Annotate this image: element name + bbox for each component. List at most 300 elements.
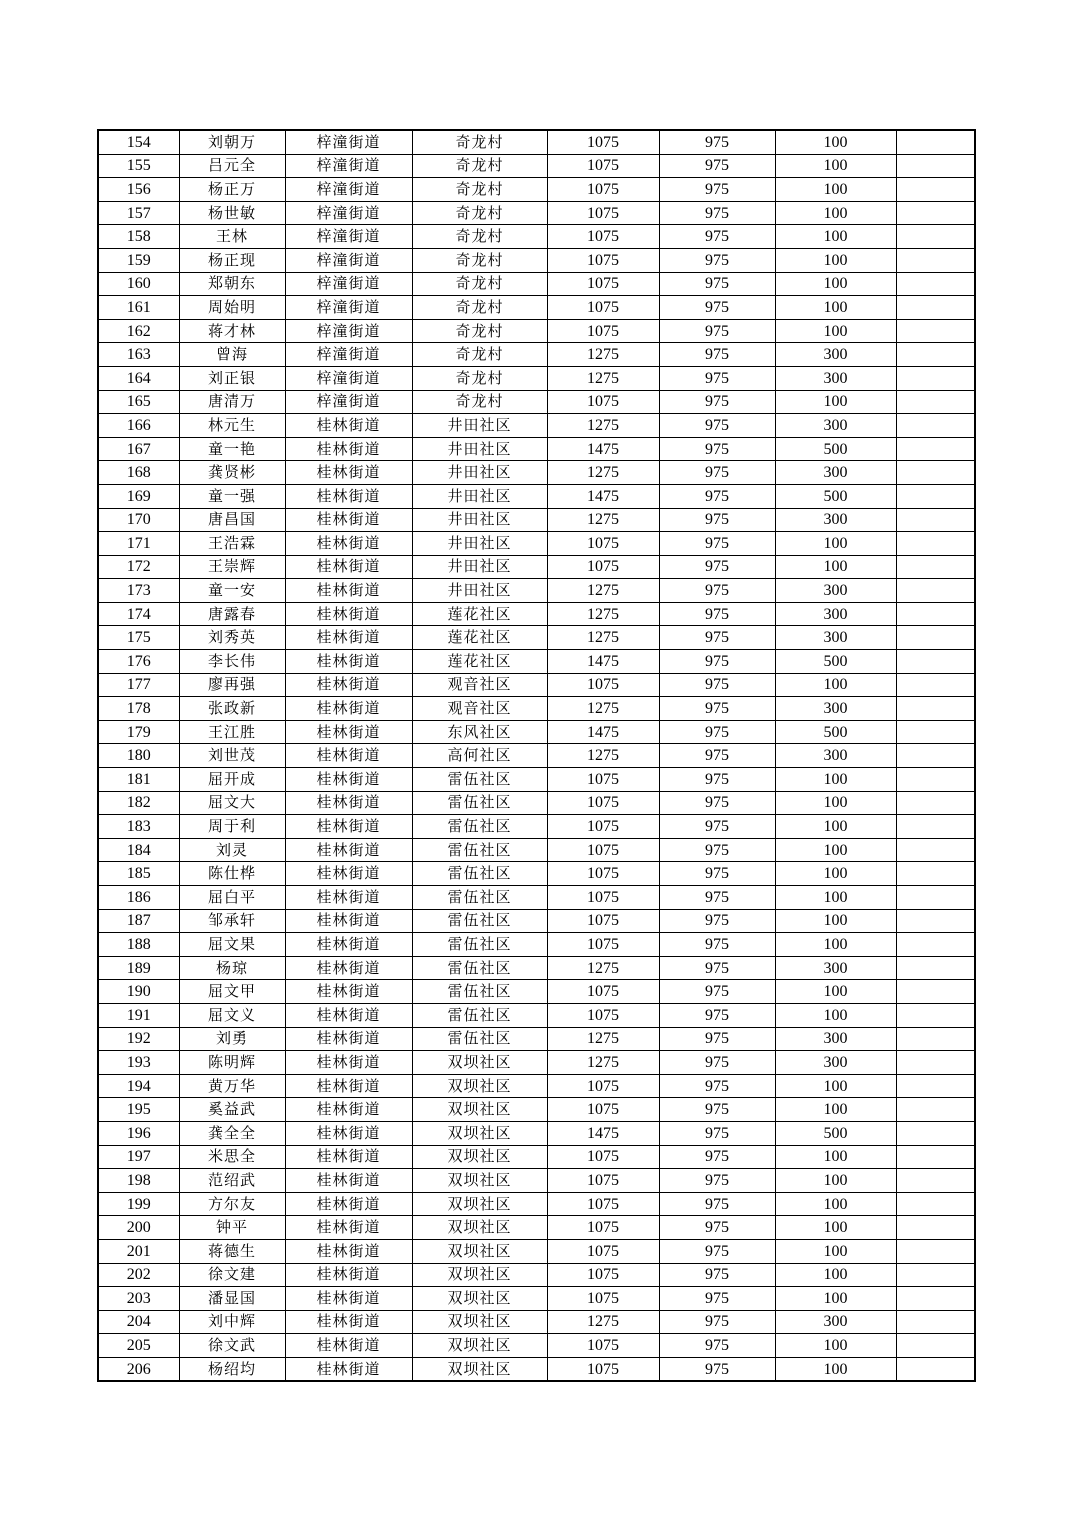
total-cell: 1475: [547, 1121, 659, 1145]
street-cell: 桂林街道: [285, 1145, 412, 1169]
total-cell: 1275: [547, 956, 659, 980]
subsidy-table: [97, 129, 976, 1382]
table-row: [98, 744, 975, 768]
name-cell: 杨正万: [179, 178, 285, 202]
community-cell: 观音社区: [412, 673, 547, 697]
extra-cell: 300: [775, 1027, 896, 1051]
remark-cell: [896, 980, 975, 1004]
total-cell: 1075: [547, 555, 659, 579]
base-cell: 975: [659, 555, 775, 579]
community-cell: 双坝社区: [412, 1098, 547, 1122]
name-cell: 屈开成: [179, 768, 285, 792]
base-cell: 975: [659, 1357, 775, 1381]
extra-cell: 300: [775, 626, 896, 650]
remark-cell: [896, 1334, 975, 1358]
community-cell: 高何社区: [412, 744, 547, 768]
table-row: [98, 130, 975, 154]
community-cell: 莲花社区: [412, 602, 547, 626]
total-cell: 1475: [547, 650, 659, 674]
community-cell: 东风社区: [412, 720, 547, 744]
name-cell: 蒋德生: [179, 1239, 285, 1263]
serial-cell: 186: [98, 886, 179, 910]
community-cell: 雷伍社区: [412, 1003, 547, 1027]
serial-cell: 166: [98, 414, 179, 438]
serial-cell: 204: [98, 1310, 179, 1334]
table-row: [98, 178, 975, 202]
remark-cell: [896, 248, 975, 272]
street-cell: 梓潼街道: [285, 319, 412, 343]
street-cell: 桂林街道: [285, 744, 412, 768]
extra-cell: 100: [775, 1334, 896, 1358]
street-cell: 桂林街道: [285, 815, 412, 839]
remark-cell: [896, 1145, 975, 1169]
total-cell: 1275: [547, 697, 659, 721]
base-cell: 975: [659, 980, 775, 1004]
base-cell: 975: [659, 602, 775, 626]
street-cell: 桂林街道: [285, 650, 412, 674]
serial-cell: 159: [98, 248, 179, 272]
serial-cell: 188: [98, 933, 179, 957]
total-cell: 1075: [547, 154, 659, 178]
serial-cell: 173: [98, 579, 179, 603]
community-cell: 双坝社区: [412, 1051, 547, 1075]
total-cell: 1075: [547, 1003, 659, 1027]
community-cell: 奇龙村: [412, 343, 547, 367]
table-row: [98, 296, 975, 320]
serial-cell: 163: [98, 343, 179, 367]
table-row: [98, 815, 975, 839]
total-cell: 1075: [547, 296, 659, 320]
base-cell: 975: [659, 650, 775, 674]
base-cell: 975: [659, 130, 775, 154]
remark-cell: [896, 1121, 975, 1145]
total-cell: 1075: [547, 130, 659, 154]
street-cell: 桂林街道: [285, 1239, 412, 1263]
total-cell: 1075: [547, 1357, 659, 1381]
serial-cell: 177: [98, 673, 179, 697]
community-cell: 井田社区: [412, 508, 547, 532]
street-cell: 桂林街道: [285, 768, 412, 792]
street-cell: 桂林街道: [285, 555, 412, 579]
total-cell: 1275: [547, 461, 659, 485]
extra-cell: 100: [775, 862, 896, 886]
community-cell: 奇龙村: [412, 154, 547, 178]
extra-cell: 100: [775, 838, 896, 862]
name-cell: 郑朝东: [179, 272, 285, 296]
table-row: [98, 1027, 975, 1051]
table-row: [98, 697, 975, 721]
street-cell: 桂林街道: [285, 532, 412, 556]
serial-cell: 192: [98, 1027, 179, 1051]
street-cell: 桂林街道: [285, 1192, 412, 1216]
remark-cell: [896, 1169, 975, 1193]
community-cell: 奇龙村: [412, 319, 547, 343]
remark-cell: [896, 484, 975, 508]
remark-cell: [896, 956, 975, 980]
base-cell: 975: [659, 838, 775, 862]
table-row: [98, 956, 975, 980]
street-cell: 桂林街道: [285, 1334, 412, 1358]
remark-cell: [896, 1310, 975, 1334]
remark-cell: [896, 933, 975, 957]
serial-cell: 200: [98, 1216, 179, 1240]
remark-cell: [896, 319, 975, 343]
base-cell: 975: [659, 579, 775, 603]
street-cell: 桂林街道: [285, 980, 412, 1004]
base-cell: 975: [659, 1051, 775, 1075]
total-cell: 1075: [547, 909, 659, 933]
extra-cell: 100: [775, 933, 896, 957]
total-cell: 1275: [547, 602, 659, 626]
name-cell: 刘朝万: [179, 130, 285, 154]
extra-cell: 300: [775, 1051, 896, 1075]
table-row: [98, 1310, 975, 1334]
table-row: [98, 1098, 975, 1122]
total-cell: 1075: [547, 815, 659, 839]
base-cell: 975: [659, 1263, 775, 1287]
table-body: [98, 130, 975, 1381]
name-cell: 屈文义: [179, 1003, 285, 1027]
community-cell: 井田社区: [412, 461, 547, 485]
name-cell: 黄万华: [179, 1074, 285, 1098]
name-cell: 蒋才林: [179, 319, 285, 343]
table-row: [98, 1357, 975, 1381]
serial-cell: 169: [98, 484, 179, 508]
remark-cell: [896, 579, 975, 603]
extra-cell: 100: [775, 248, 896, 272]
street-cell: 桂林街道: [285, 1287, 412, 1311]
table-row: [98, 579, 975, 603]
name-cell: 王江胜: [179, 720, 285, 744]
base-cell: 975: [659, 862, 775, 886]
remark-cell: [896, 225, 975, 249]
extra-cell: 300: [775, 343, 896, 367]
table-row: [98, 154, 975, 178]
extra-cell: 300: [775, 461, 896, 485]
table-row: [98, 933, 975, 957]
total-cell: 1075: [547, 1145, 659, 1169]
base-cell: 975: [659, 225, 775, 249]
street-cell: 桂林街道: [285, 933, 412, 957]
serial-cell: 170: [98, 508, 179, 532]
table-row: [98, 272, 975, 296]
community-cell: 雷伍社区: [412, 1027, 547, 1051]
total-cell: 1075: [547, 319, 659, 343]
name-cell: 林元生: [179, 414, 285, 438]
total-cell: 1075: [547, 225, 659, 249]
name-cell: 杨正现: [179, 248, 285, 272]
street-cell: 桂林街道: [285, 602, 412, 626]
community-cell: 雷伍社区: [412, 862, 547, 886]
extra-cell: 300: [775, 956, 896, 980]
table-row: [98, 390, 975, 414]
table-row: [98, 343, 975, 367]
remark-cell: [896, 673, 975, 697]
name-cell: 屈文甲: [179, 980, 285, 1004]
base-cell: 975: [659, 1121, 775, 1145]
remark-cell: [896, 1239, 975, 1263]
street-cell: 桂林街道: [285, 579, 412, 603]
name-cell: 唐昌国: [179, 508, 285, 532]
street-cell: 桂林街道: [285, 1216, 412, 1240]
extra-cell: 300: [775, 579, 896, 603]
remark-cell: [896, 555, 975, 579]
community-cell: 奇龙村: [412, 248, 547, 272]
serial-cell: 165: [98, 390, 179, 414]
base-cell: 975: [659, 414, 775, 438]
remark-cell: [896, 909, 975, 933]
serial-cell: 187: [98, 909, 179, 933]
street-cell: 桂林街道: [285, 1357, 412, 1381]
base-cell: 975: [659, 1169, 775, 1193]
total-cell: 1275: [547, 366, 659, 390]
name-cell: 陈明辉: [179, 1051, 285, 1075]
community-cell: 奇龙村: [412, 225, 547, 249]
table-row: [98, 909, 975, 933]
base-cell: 975: [659, 673, 775, 697]
community-cell: 奇龙村: [412, 201, 547, 225]
base-cell: 975: [659, 933, 775, 957]
table-row: [98, 461, 975, 485]
serial-cell: 195: [98, 1098, 179, 1122]
remark-cell: [896, 1216, 975, 1240]
base-cell: 975: [659, 1216, 775, 1240]
street-cell: 桂林街道: [285, 909, 412, 933]
total-cell: 1275: [547, 744, 659, 768]
community-cell: 莲花社区: [412, 626, 547, 650]
table-row: [98, 1121, 975, 1145]
street-cell: 桂林街道: [285, 886, 412, 910]
base-cell: 975: [659, 720, 775, 744]
remark-cell: [896, 838, 975, 862]
extra-cell: 300: [775, 744, 896, 768]
total-cell: 1075: [547, 791, 659, 815]
base-cell: 975: [659, 1098, 775, 1122]
street-cell: 梓潼街道: [285, 248, 412, 272]
street-cell: 梓潼街道: [285, 272, 412, 296]
serial-cell: 181: [98, 768, 179, 792]
total-cell: 1075: [547, 1098, 659, 1122]
base-cell: 975: [659, 201, 775, 225]
community-cell: 双坝社区: [412, 1357, 547, 1381]
remark-cell: [896, 1287, 975, 1311]
total-cell: 1075: [547, 838, 659, 862]
remark-cell: [896, 697, 975, 721]
serial-cell: 190: [98, 980, 179, 1004]
serial-cell: 201: [98, 1239, 179, 1263]
table-row: [98, 1263, 975, 1287]
community-cell: 雷伍社区: [412, 768, 547, 792]
total-cell: 1075: [547, 862, 659, 886]
base-cell: 975: [659, 390, 775, 414]
street-cell: 桂林街道: [285, 626, 412, 650]
extra-cell: 100: [775, 201, 896, 225]
name-cell: 张政新: [179, 697, 285, 721]
street-cell: 桂林街道: [285, 838, 412, 862]
total-cell: 1075: [547, 1334, 659, 1358]
name-cell: 王崇辉: [179, 555, 285, 579]
street-cell: 梓潼街道: [285, 201, 412, 225]
community-cell: 雷伍社区: [412, 886, 547, 910]
extra-cell: 100: [775, 130, 896, 154]
total-cell: 1275: [547, 1051, 659, 1075]
base-cell: 975: [659, 1334, 775, 1358]
street-cell: 桂林街道: [285, 437, 412, 461]
street-cell: 梓潼街道: [285, 296, 412, 320]
extra-cell: 100: [775, 319, 896, 343]
extra-cell: 100: [775, 272, 896, 296]
serial-cell: 182: [98, 791, 179, 815]
remark-cell: [896, 154, 975, 178]
community-cell: 井田社区: [412, 437, 547, 461]
total-cell: 1075: [547, 1216, 659, 1240]
name-cell: 周于利: [179, 815, 285, 839]
street-cell: 梓潼街道: [285, 178, 412, 202]
total-cell: 1075: [547, 178, 659, 202]
table-row: [98, 673, 975, 697]
street-cell: 梓潼街道: [285, 154, 412, 178]
extra-cell: 100: [775, 390, 896, 414]
total-cell: 1075: [547, 1169, 659, 1193]
table-row: [98, 555, 975, 579]
serial-cell: 164: [98, 366, 179, 390]
street-cell: 桂林街道: [285, 673, 412, 697]
table-row: [98, 366, 975, 390]
serial-cell: 172: [98, 555, 179, 579]
table-row: [98, 838, 975, 862]
base-cell: 975: [659, 437, 775, 461]
base-cell: 975: [659, 154, 775, 178]
base-cell: 975: [659, 319, 775, 343]
extra-cell: 100: [775, 1263, 896, 1287]
total-cell: 1075: [547, 886, 659, 910]
community-cell: 莲花社区: [412, 650, 547, 674]
remark-cell: [896, 343, 975, 367]
name-cell: 吕元全: [179, 154, 285, 178]
serial-cell: 197: [98, 1145, 179, 1169]
extra-cell: 300: [775, 414, 896, 438]
extra-cell: 100: [775, 1192, 896, 1216]
name-cell: 米思全: [179, 1145, 285, 1169]
base-cell: 975: [659, 768, 775, 792]
table-row: [98, 1334, 975, 1358]
name-cell: 方尔友: [179, 1192, 285, 1216]
community-cell: 双坝社区: [412, 1263, 547, 1287]
remark-cell: [896, 626, 975, 650]
total-cell: 1275: [547, 343, 659, 367]
extra-cell: 100: [775, 1003, 896, 1027]
community-cell: 奇龙村: [412, 296, 547, 320]
extra-cell: 500: [775, 720, 896, 744]
serial-cell: 196: [98, 1121, 179, 1145]
community-cell: 奇龙村: [412, 178, 547, 202]
remark-cell: [896, 815, 975, 839]
remark-cell: [896, 130, 975, 154]
remark-cell: [896, 1074, 975, 1098]
total-cell: 1075: [547, 532, 659, 556]
extra-cell: 500: [775, 1121, 896, 1145]
extra-cell: 100: [775, 1074, 896, 1098]
community-cell: 井田社区: [412, 532, 547, 556]
community-cell: 奇龙村: [412, 390, 547, 414]
serial-cell: 162: [98, 319, 179, 343]
serial-cell: 167: [98, 437, 179, 461]
base-cell: 975: [659, 956, 775, 980]
serial-cell: 202: [98, 1263, 179, 1287]
remark-cell: [896, 886, 975, 910]
serial-cell: 191: [98, 1003, 179, 1027]
remark-cell: [896, 1051, 975, 1075]
base-cell: 975: [659, 791, 775, 815]
street-cell: 桂林街道: [285, 1121, 412, 1145]
total-cell: 1475: [547, 720, 659, 744]
extra-cell: 100: [775, 909, 896, 933]
serial-cell: 184: [98, 838, 179, 862]
remark-cell: [896, 272, 975, 296]
table-row: [98, 225, 975, 249]
street-cell: 桂林街道: [285, 508, 412, 532]
name-cell: 曾海: [179, 343, 285, 367]
extra-cell: 100: [775, 225, 896, 249]
serial-cell: 157: [98, 201, 179, 225]
extra-cell: 100: [775, 296, 896, 320]
base-cell: 975: [659, 815, 775, 839]
community-cell: 奇龙村: [412, 272, 547, 296]
total-cell: 1275: [547, 1310, 659, 1334]
name-cell: 杨绍均: [179, 1357, 285, 1381]
total-cell: 1075: [547, 1074, 659, 1098]
table-row: [98, 791, 975, 815]
base-cell: 975: [659, 248, 775, 272]
street-cell: 梓潼街道: [285, 366, 412, 390]
base-cell: 975: [659, 1027, 775, 1051]
total-cell: 1075: [547, 673, 659, 697]
base-cell: 975: [659, 909, 775, 933]
remark-cell: [896, 1003, 975, 1027]
table-row: [98, 248, 975, 272]
name-cell: 李长伟: [179, 650, 285, 674]
remark-cell: [896, 744, 975, 768]
total-cell: 1075: [547, 1263, 659, 1287]
table-row: [98, 650, 975, 674]
table-row: [98, 1192, 975, 1216]
table-row: [98, 319, 975, 343]
extra-cell: 100: [775, 980, 896, 1004]
extra-cell: 100: [775, 532, 896, 556]
serial-cell: 160: [98, 272, 179, 296]
base-cell: 975: [659, 1074, 775, 1098]
total-cell: 1275: [547, 414, 659, 438]
base-cell: 975: [659, 366, 775, 390]
serial-cell: 199: [98, 1192, 179, 1216]
base-cell: 975: [659, 484, 775, 508]
extra-cell: 300: [775, 602, 896, 626]
base-cell: 975: [659, 626, 775, 650]
name-cell: 刘灵: [179, 838, 285, 862]
extra-cell: 100: [775, 1098, 896, 1122]
base-cell: 975: [659, 1003, 775, 1027]
remark-cell: [896, 390, 975, 414]
serial-cell: 198: [98, 1169, 179, 1193]
extra-cell: 100: [775, 1357, 896, 1381]
remark-cell: [896, 461, 975, 485]
name-cell: 刘勇: [179, 1027, 285, 1051]
base-cell: 975: [659, 1192, 775, 1216]
community-cell: 双坝社区: [412, 1169, 547, 1193]
name-cell: 徐文建: [179, 1263, 285, 1287]
table-row: [98, 508, 975, 532]
remark-cell: [896, 437, 975, 461]
